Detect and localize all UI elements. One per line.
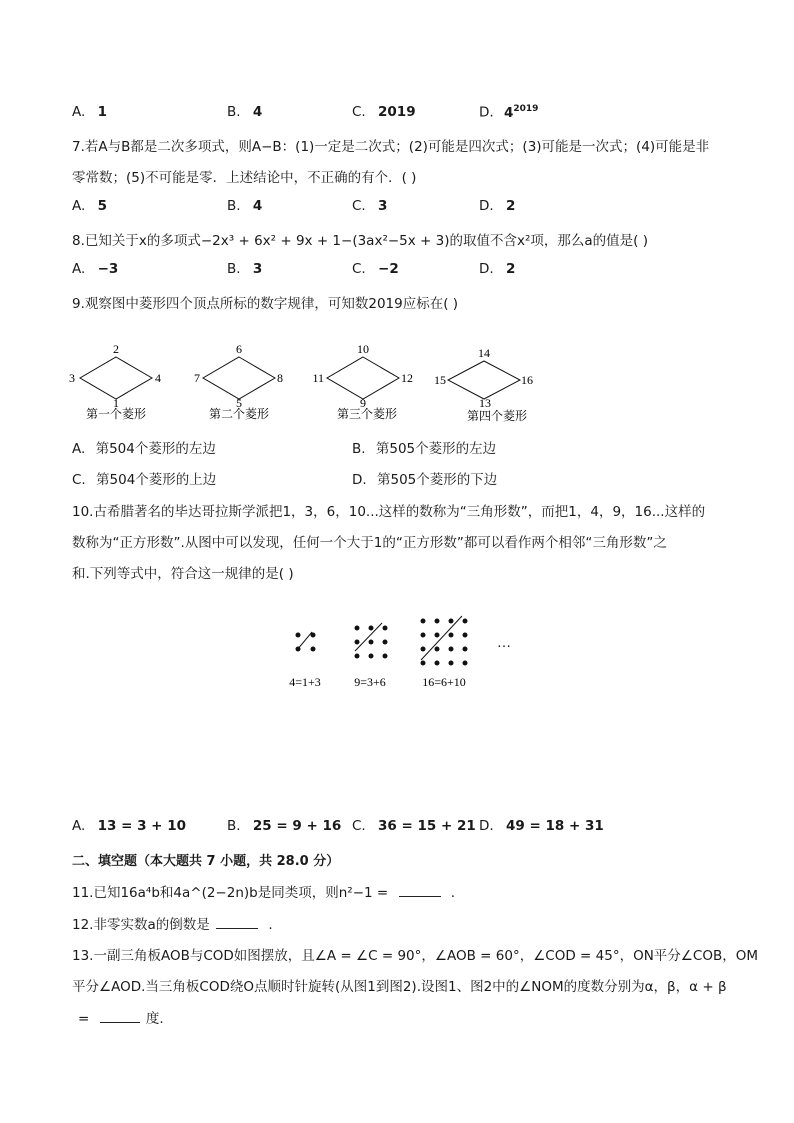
dot — [383, 640, 388, 645]
rhombus-right-label: 12 — [401, 371, 413, 385]
q10-stem-line3: 和.下列等式中，符合这一规律的是( ) — [72, 566, 294, 582]
rhombus-right-label: 4 — [155, 371, 161, 385]
option-letter: C. — [72, 472, 86, 488]
dot — [355, 626, 360, 631]
q7-option-b[interactable] — [227, 198, 262, 214]
q6-option-d[interactable] — [479, 104, 538, 121]
dot — [463, 661, 468, 666]
option-text: 第504个菱形的上边 — [96, 472, 217, 488]
q13-equals: = — [78, 1011, 90, 1027]
dot — [463, 633, 468, 638]
rhombus-bottom-label: 1 — [113, 396, 119, 410]
q6-option-b[interactable] — [227, 104, 262, 120]
rhombus-3 — [312, 342, 413, 421]
split-line — [421, 616, 462, 660]
dot — [421, 619, 426, 624]
option-text: 第505个菱形的左边 — [375, 441, 497, 457]
q7-option-a[interactable] — [72, 198, 107, 214]
option-text: 2019 — [378, 104, 416, 120]
dot — [421, 633, 426, 638]
option-letter: B. — [352, 441, 366, 457]
option-text: 13 = 3 + 10 — [97, 818, 186, 834]
option-letter: A. — [72, 104, 86, 120]
rhombus-caption: 第二个菱形 — [208, 407, 270, 421]
dot — [421, 647, 426, 652]
option-text: 49 = 18 + 31 — [505, 818, 604, 834]
q6-option-a[interactable] — [72, 104, 107, 120]
q9-rhombus-figure — [60, 340, 560, 430]
q12-stem — [72, 913, 273, 933]
option-letter: A. — [72, 198, 86, 214]
q11-stem-end: . — [450, 885, 456, 901]
q12-answer-blank[interactable] — [216, 916, 258, 929]
rhombus-caption: 第一个菱形 — [85, 407, 147, 421]
dot — [355, 640, 360, 645]
option-letter: D. — [479, 104, 494, 121]
option-letter: A. — [72, 818, 86, 834]
option-text: −2 — [378, 261, 399, 277]
option-letter: C. — [352, 261, 366, 277]
q13-stem-end: 度. — [145, 1011, 164, 1027]
q9-option-d[interactable] — [352, 468, 497, 488]
option-letter: B. — [227, 198, 241, 214]
option-letter: C. — [352, 818, 366, 834]
option-text: 25 = 9 + 16 — [252, 818, 342, 834]
section-heading-fill-in: 二、填空题（本大题共 7 小题，共 28.0 分） — [72, 854, 340, 869]
q10-option-a[interactable] — [72, 818, 186, 834]
dot — [383, 626, 388, 631]
dot — [449, 633, 454, 638]
option-letter: C. — [352, 104, 366, 120]
dot — [435, 619, 440, 624]
rhombus-shape — [80, 357, 152, 399]
rhombus-top-label: 2 — [113, 342, 119, 356]
option-text: 4 — [503, 104, 514, 121]
option-letter: B. — [227, 104, 241, 120]
dot — [311, 647, 316, 652]
q13-answer-blank[interactable] — [100, 1010, 140, 1023]
rhombus-top-label: 10 — [357, 342, 369, 356]
rhombus-left-label: 15 — [434, 373, 446, 387]
q13-stem-line1: 13.一副三角板AOB与COD如图摆放，且∠A = ∠C = 90°，∠AOB = 60°，∠COD = 45°，ON平分∠COB，OM — [72, 948, 758, 964]
dot — [421, 661, 426, 666]
q8-stem: 8.已知关于x的多项式−2x³ + 6x² + 9x + 1−(3ax²−5x + 3)的取值不含x²项，那么a的值是( ) — [72, 233, 648, 249]
q7-stem-line2: 零常数；(5)不可能是零．上述结论中，不正确的有个．( ) — [72, 170, 417, 186]
option-text: −3 — [97, 261, 119, 277]
option-text: 第504个菱形的左边 — [95, 441, 216, 457]
q12-stem-end: . — [268, 917, 273, 933]
dot — [369, 626, 374, 631]
rhombus-top-label: 6 — [236, 342, 242, 356]
option-letter: A. — [72, 441, 86, 457]
rhombus-right-label: 16 — [521, 373, 533, 387]
q7-option-c[interactable] — [352, 198, 387, 214]
option-letter: D. — [479, 198, 494, 214]
option-text: 4 — [252, 198, 263, 214]
dot-grid-3 — [421, 616, 468, 689]
option-letter: B. — [227, 818, 241, 834]
rhombus-shape — [203, 357, 275, 399]
q10-stem-line2: 数称为“正方形数”.从图中可以发现，任何一个大于1的“正方形数”都可以看作两个相邻“三角形数”之 — [72, 535, 667, 551]
q8-option-a[interactable] — [72, 261, 118, 277]
dot — [463, 647, 468, 652]
q9-stem: 9.观察图中菱形四个顶点所标的数字规律，可知数2019应标在( ) — [72, 296, 459, 312]
q13-stem-line3 — [72, 1007, 164, 1027]
option-text: 4 — [252, 104, 263, 120]
dot — [369, 654, 374, 659]
q8-option-b[interactable] — [227, 261, 262, 277]
rhombus-top-label: 14 — [478, 346, 490, 360]
rhombus-left-label: 11 — [312, 371, 324, 385]
option-text: 3 — [252, 261, 263, 277]
option-letter: C. — [352, 198, 366, 214]
q13-stem-line2: 平分∠AOD.当三角板COD绕O点顺时针旋转(从图1到图2).设图1、图2中的∠NOM的度数分别为α，β，α + β — [72, 979, 727, 995]
rhombus-left-label: 3 — [69, 371, 75, 385]
rhombus-right-label: 8 — [277, 371, 283, 385]
dot — [435, 647, 440, 652]
option-text: 1 — [97, 104, 107, 120]
option-text: 2 — [505, 261, 516, 277]
dot — [435, 633, 440, 638]
q10-dot-figure — [270, 610, 530, 695]
q8-option-c[interactable] — [352, 261, 399, 277]
option-letter: B. — [227, 261, 241, 277]
dot — [369, 640, 374, 645]
option-text: 36 = 15 + 21 — [378, 818, 476, 834]
q11-answer-blank[interactable] — [399, 884, 441, 897]
option-text: 3 — [378, 198, 388, 214]
rhombus-bottom-label: 9 — [360, 396, 366, 410]
dot — [449, 647, 454, 652]
q11-stem-text: 11.已知16a⁴b和4a^(2−2n)b是同类项，则n²−1 = — [72, 885, 389, 901]
q12-stem-text: 12.非零实数a的倒数是 — [72, 917, 210, 933]
rhombus-shape — [327, 357, 399, 399]
option-letter: A. — [72, 261, 86, 277]
dot — [355, 654, 360, 659]
q10-option-b[interactable] — [227, 818, 341, 834]
q8-option-d[interactable] — [479, 261, 515, 277]
dot-grid-caption: 4=1+3 — [289, 675, 321, 689]
option-text: 第505个菱形的下边 — [376, 472, 498, 488]
dot — [463, 619, 468, 624]
dot-grid-caption: 9=3+6 — [354, 675, 386, 689]
q9-option-c[interactable] — [72, 468, 216, 488]
option-letter: D. — [352, 472, 367, 488]
rhombus-4 — [434, 346, 533, 423]
rhombus-bottom-label: 5 — [236, 396, 242, 410]
dot — [383, 654, 388, 659]
q10-option-d[interactable] — [479, 818, 604, 834]
rhombus-caption: 第三个菱形 — [336, 407, 398, 421]
q10-option-c[interactable] — [352, 818, 476, 834]
dot-grid-1 — [289, 632, 321, 689]
q11-stem — [72, 881, 455, 901]
option-text: 5 — [97, 198, 107, 214]
q10-stem-line1: 10.古希腊著名的毕达哥拉斯学派把1，3，6，10...这样的数称为“三角形数”，而把1，4，9，16...这样的 — [72, 504, 706, 520]
dot — [296, 633, 301, 638]
rhombus-shape — [448, 361, 520, 399]
option-superscript: 2019 — [513, 104, 539, 114]
dot-figure-ellipsis: … — [497, 636, 511, 651]
option-letter: D. — [479, 818, 494, 834]
dot — [449, 661, 454, 666]
q7-option-d[interactable] — [479, 198, 515, 214]
rhombus-2 — [194, 342, 283, 421]
q9-option-b[interactable] — [352, 437, 496, 457]
option-letter: D. — [479, 261, 494, 277]
rhombus-left-label: 7 — [194, 371, 200, 385]
rhombus-bottom-label: 13 — [479, 396, 491, 410]
q6-option-c[interactable] — [352, 104, 416, 120]
q9-option-a[interactable] — [72, 437, 216, 457]
dot — [435, 661, 440, 666]
dot — [449, 619, 454, 624]
dot-grid-caption: 16=6+10 — [422, 675, 466, 689]
dot-grid-2 — [354, 623, 387, 689]
q7-stem-line1: 7.若A与B都是二次多项式，则A−B：(1)一定是二次式；(2)可能是四次式；(3)可能是一次式；(4)可能是非 — [72, 139, 710, 155]
rhombus-1 — [69, 342, 161, 421]
rhombus-caption: 第四个菱形 — [466, 409, 528, 423]
option-text: 2 — [505, 198, 516, 214]
